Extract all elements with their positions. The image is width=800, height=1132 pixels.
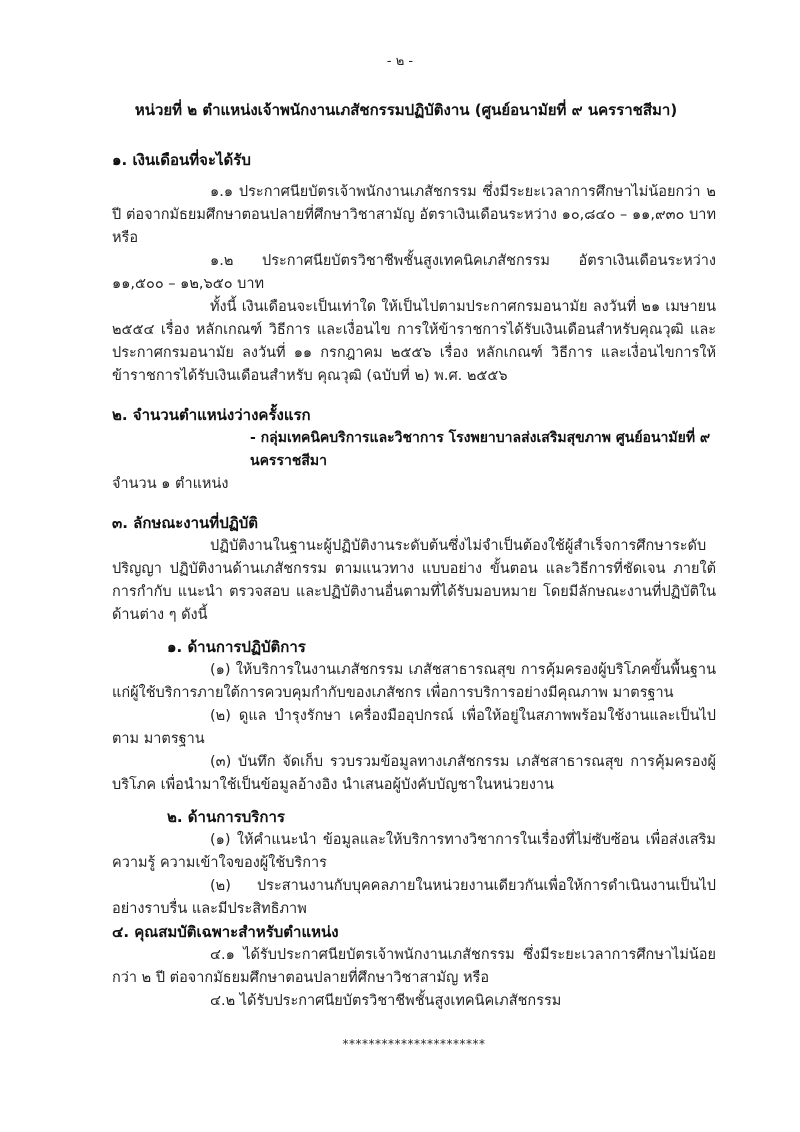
section4-paragraph-1 <box>112 944 716 990</box>
subsection-services-heading: ๒. ด้านการบริการ <box>167 808 285 826</box>
section2-unit: - กลุ่มเทคนิคบริการและวิชาการ โรงพยาบาลส่งเสริมสุขภาพ ศูนย์อนามัยที่ ๙ นครราชสีมา <box>250 430 711 469</box>
section1-text: ต่อจากมัธยมศึกษาตอนปลายที่ศึกษาวิชาสามัญ อัตราเงินเดือนระหว่าง ๑๐,๘๔๐ – ๑๑,๙๓๐ บาท หรือ <box>112 207 717 246</box>
section4-text: ๔.๒ ได้รับประกาศนียบัตรวิชาชีพชั้นสูงเทคนิคเภสัชกรรม <box>210 993 562 1009</box>
section3-text: ปฏิบัติงานด้านเภสัชกรรม ตามแนวทาง แบบอย่าง ขั้นตอน และวิธีการที่ชัดเจน ภายใต้การกำกับ แนะนำ <box>112 561 717 600</box>
list-item-text: (๑) ให้บริการในงานเภสัชกรรม เภสัชสาธารณสุข การคุ้มครองผู้บริโภคขั้นพื้นฐาน <box>210 662 716 678</box>
section1-text: ๑.๑ ประกาศนียบัตรเจ้าพนักงานเภสัชกรรม ซึ่งมีระยะเวลาการศึกษาไม่น้อยกว่า ๒ ปี <box>112 184 716 223</box>
end-marker: ********************** <box>342 1037 486 1051</box>
list-item <box>112 705 716 751</box>
section1-text: ลงวันที่ ๑๑ กรกฎาคม ๒๕๕๖ เรื่อง หลักเกณฑ์ วิธีการ และเงื่อนไขการให้ข้าราชการได้รับเงินเดือนสำหรับ <box>112 345 717 384</box>
list-item-text: (๒) ดูแล บำรุงรักษา เครื่องมืออุปกรณ์ เพื่อให้อยู่ในสภาพพร้อมใช้งานและเป็นไปตาม <box>112 708 716 747</box>
section3-intro <box>112 535 716 627</box>
section4-text: ต่อจากมัธยมศึกษาตอนปลายที่ศึกษาวิชาสามัญ หรือ <box>169 970 490 986</box>
section1-paragraph-2 <box>112 250 716 296</box>
list-item-text: (๑) ให้คำแนะนำ ข้อมูลและให้บริการทางวิชาการในเรื่องที่ไม่ซับซ้อน เพื่อส่งเสริมความรู้ <box>112 832 716 871</box>
page-title: หน่วยที่ ๒ ตำแหน่งเจ้าพนักงานเภสัชกรรมปฏิบัติงาน (ศูนย์อนามัยที่ ๙ นครราชสีมา) <box>134 101 678 119</box>
section1-paragraph-3 <box>112 296 716 388</box>
section3-heading: ๓. ลักษณะงานที่ปฏิบัติ <box>112 514 259 532</box>
section2-heading: ๒. จำนวนตำแหน่งว่างครั้งแรก <box>112 406 311 424</box>
section4-text: ๔.๑ ได้รับประกาศนียบัตรเจ้าพนักงานเภสัชกรรม ซึ่งมีระยะเวลาการศึกษาไม่น้อยกว่า ๒ ปี <box>112 947 716 986</box>
list-item-text: ความเข้าใจของผู้ใช้บริการ <box>159 855 327 871</box>
section1-paragraph-1 <box>112 181 716 250</box>
list-item-text: แก่ผู้ใช้บริการภายใต้การควบคุมกำกับของเภสัชกร เพื่อการบริการอย่างมีคุณภาพ มาตรฐาน <box>112 685 674 701</box>
section4-heading: ๔. คุณสมบัติเฉพาะสำหรับตำแหน่ง <box>112 923 339 941</box>
list-item <box>112 829 716 875</box>
list-item <box>112 751 716 797</box>
list-item-text: (๓) บันทึก จัดเก็บ รวบรวมข้อมูลทางเภสัชกรรม เภสัชสาธารณสุข การคุ้มครองผู้บริโภค <box>112 754 716 793</box>
section1-text: เรื่อง หลักเกณฑ์ วิธีการ และเงื่อนไข การให้ข้าราชการได้รับเงินเดือนสำหรับคุณวุฒิ และประกาศกรมอนามัย <box>112 322 717 361</box>
section2-count: จำนวน ๑ ตำแหน่ง <box>112 476 229 492</box>
page-number: - ๒ - <box>386 54 414 69</box>
list-item-text: (๒) ประสานงานกับบุคคลภายในหน่วยงานเดียวกันเพื่อให้การดำเนินงานเป็นไปอย่างราบรื่น <box>112 878 716 917</box>
list-item <box>112 659 716 705</box>
section3-text: ปฏิบัติงานในฐานะผู้ปฏิบัติงานระดับต้นซึ่งไม่จำเป็นต้องใช้ผู้สำเร็จการศึกษาระดับปริญญา <box>112 538 707 577</box>
list-item-text: และมีประสิทธิภาพ <box>191 901 307 917</box>
list-item-text: มาตรฐาน <box>143 731 205 747</box>
subsection-operations-heading: ๑. ด้านการปฏิบัติการ <box>167 638 306 656</box>
section1-text: ๑.๒ ประกาศนียบัตรวิชาชีพชั้นสูงเทคนิคเภสัชกรรม อัตราเงินเดือนระหว่าง ๑๑,๕๐๐ – <box>112 253 716 292</box>
list-item-text: เพื่อนำมาใช้เป็นข้อมูลอ้างอิง นำเสนอผู้บังคับบัญชาในหน่วยงาน <box>160 777 554 793</box>
section1-text: ๑๒,๖๕๐ บาท <box>180 276 265 292</box>
section1-heading: ๑. เงินเดือนที่จะได้รับ <box>112 151 251 169</box>
section1-text: คุณวุฒิ (ฉบับที่ ๒) พ.ศ. ๒๕๕๖ <box>317 368 508 384</box>
section1-text: ทั้งนี้ เงินเดือนจะเป็นเท่าใด ให้เป็นไปตามประกาศกรมอนามัย ลงวันที่ ๒๑ เมษายน ๒๕๕๔ <box>112 299 716 338</box>
section3-text: ตรวจสอบ และปฏิบัติงานอื่นตามที่ได้รับมอบหมาย โดยมีลักษณะงานที่ปฏิบัติในด้านต่าง ๆ ดังนี้ <box>112 584 716 623</box>
list-item <box>112 875 716 921</box>
